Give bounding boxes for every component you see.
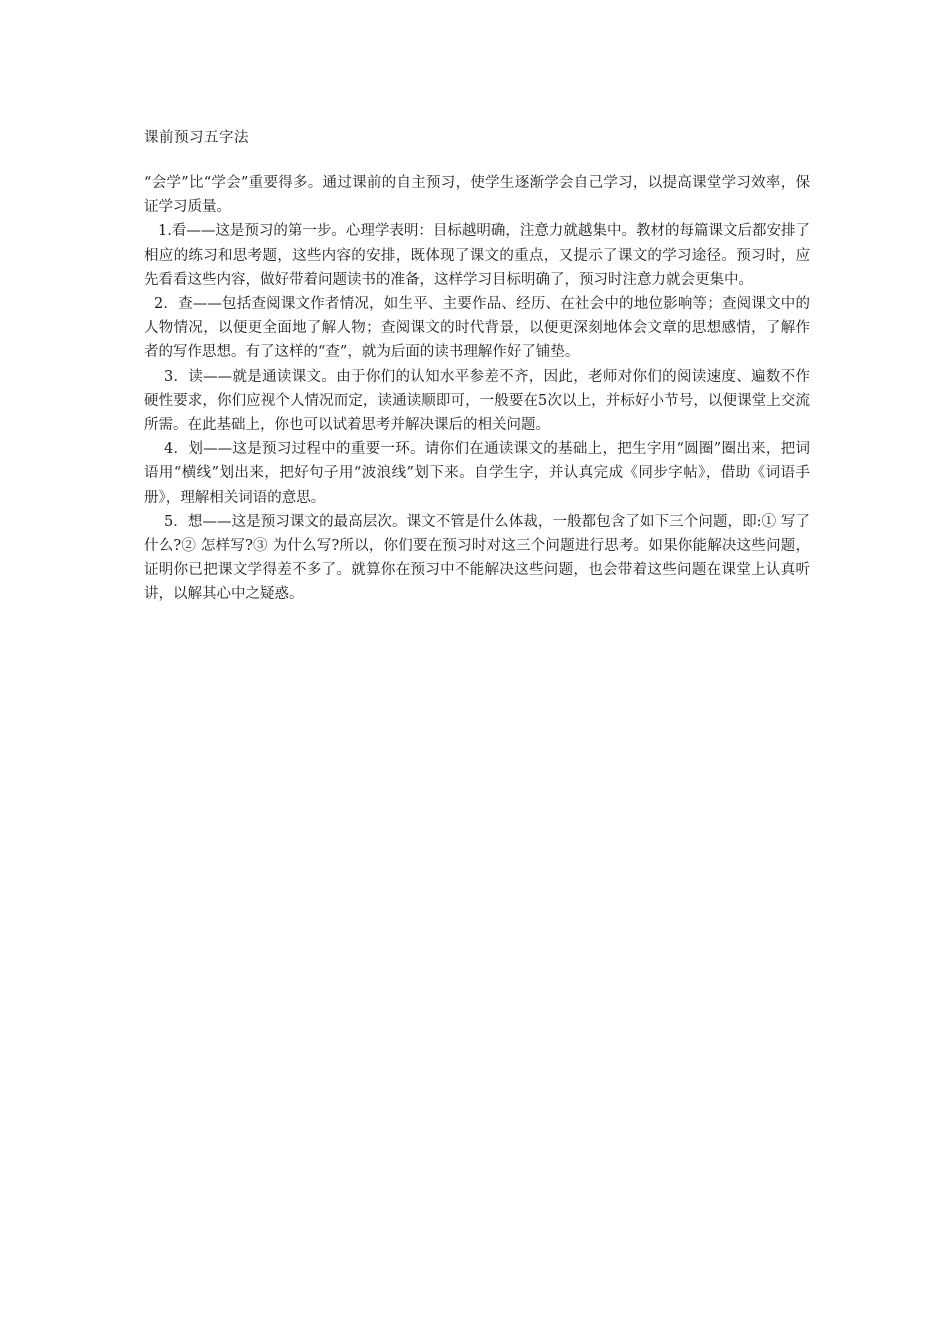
intro-paragraph: “会学”比“学会”重要得多。通过课前的自主预习，使学生逐渐学会自己学习，以提高课堂学习效率，保证学习质量。: [144, 175, 810, 216]
paragraph-look: 1.看——这是预习的第一步。心理学表明：目标越明确，注意力就越集中。教材的每篇课文后都安排了相应的练习和思考题，这些内容的安排，既体现了课文的重点，又提示了课文的学习途径。预习时，应先看看这些内容，做好带着问题读书的准备，这样学习目标明确了，预习时注意力就会更集中。: [144, 223, 810, 288]
document-body: [144, 126, 810, 607]
paragraph-search: 2．查——包括查阅课文作者情况，如生平、主要作品、经历、在社会中的地位影响等；查阅课文中的人物情况，以便更全面地了解人物；查阅课文的时代背景，以便更深刻地体会文章的思想感情，了解作者的写作思想。有了这样的“查”，就为后面的读书理解作好了铺垫。: [144, 296, 810, 361]
document-title: 课前预习五字法: [144, 130, 249, 146]
paragraph-mark: 4．划——这是预习过程中的重要一环。请你们在通读课文的基础上，把生字用“圆圈”圈出来，把词语用“横线”划出来，把好句子用“波浪线”划下来。自学生字，并认真完成《同步字帖》，借助《词语手册》，理解相关词语的意思。: [144, 441, 810, 506]
paragraph-read: 3．读——就是通读课文。由于你们的认知水平参差不齐，因此，老师对你们的阅读速度、遍数不作硬性要求，你们应视个人情况而定，读通读顺即可，一般要在5次以上，并标好小节号，以便课堂上交流所需。在此基础上，你也可以试着思考并解决课后的相关问题。: [144, 368, 810, 434]
paragraph-think: 5．想——这是预习课文的最高层次。课文不管是什么体裁，一般都包含了如下三个问题，即:① 写了什么?② 怎样写?③ 为什么写?所以，你们要在预习时对这三个问题进行思考。如果你能解决这些问题，证明你已把课文学得差不多了。就算你在预习中不能解决这些问题，也会带着这些问题在课堂上认真听讲，以解其心中之疑惑。: [144, 513, 810, 603]
